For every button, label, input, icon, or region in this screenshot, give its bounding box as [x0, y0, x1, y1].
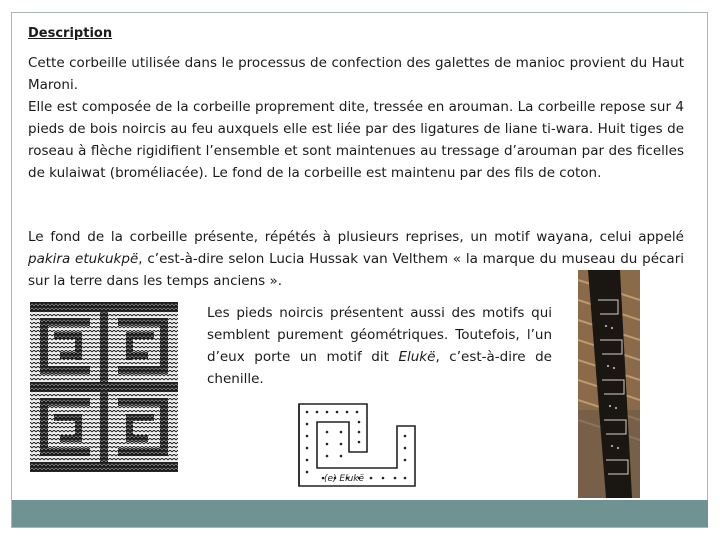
wayana-pattern-image — [30, 302, 178, 472]
description-heading: Description — [28, 26, 113, 41]
motif-name-pakira: pakira etukukpë — [28, 251, 139, 267]
paragraph-composition: Elle est composée de la corbeille proprement dite, tressée en arouman. La corbeille repose sur 4 pieds de bois noircis au feu auxquels elle est liée par des ligatures de liane ti-wara. Huit tiges de roseau à flèche rigidifient l’ensemble et sont maintenues au tressage d’arouman par des ficelles de kulaiwat (broméliacée). Le fond de la corbeille est maintenu par des fils de coton. — [28, 99, 684, 181]
paragraph-motif-text-2: , c’est-à-dire selon Lucia Hussak van Velthem « la marque du museau du pécari sur la terre dans les temps anciens ». — [28, 251, 684, 289]
paragraph-feet-text-2: , c’est-à-dire de chenille. — [207, 349, 552, 387]
footer-bar — [12, 500, 708, 527]
motif-name-eluke: Elukë — [398, 349, 436, 365]
paragraph-feet — [207, 302, 552, 390]
basket-foot-photo — [578, 270, 640, 498]
paragraph-origin: Cette corbeille utilisée dans le processus de confection des galettes de manioc provient du Haut Maroni. — [28, 55, 684, 93]
paragraph-motif-text-1: Le fond de la corbeille présente, répétés à plusieurs reprises, un motif wayana, celui appelé — [28, 229, 684, 245]
eluke-caption: (e) Elukë — [324, 474, 365, 484]
paragraph-feet-text-1: Les pieds noircis présentent aussi des motifs qui semblent purement géométriques. Toutefois, l’un d’eux porte un motif dit — [207, 305, 552, 365]
